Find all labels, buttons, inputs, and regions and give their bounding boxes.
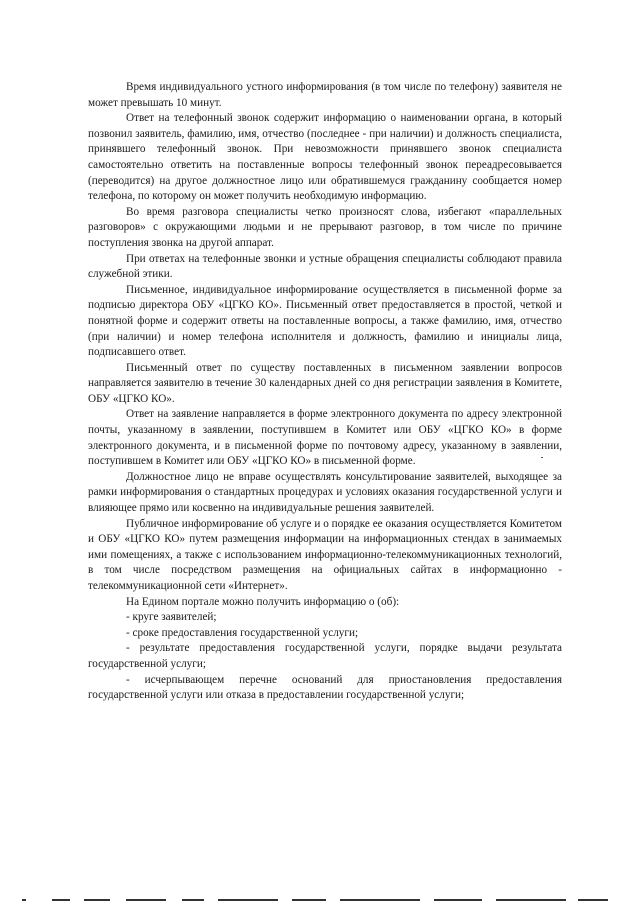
paragraph-portal-info: На Едином портале можно получить информацию о (об): — [126, 595, 400, 608]
paragraph-public-info: Публичное информирование об услуге и о порядке ее оказания осуществляется Комитетом и ОБУ «ЦГКО КО» путем размещения информации на информационных стендах в занимаемых ими помещениях, а также с использованием информационно-телекоммуникационных технологий, в том числе посредством размещения на официальных сайтах в информационно - телекоммуникационной сети «Интернет». — [88, 517, 562, 592]
scan-speck — [541, 457, 543, 458]
paragraph-written-info: Письменное, индивидуальное информирование осуществляется в письменной форме за подписью директора ОБУ «ЦГКО КО». Письменный ответ предоставляется в простой, четкой и понятной форме и содержит ответы на поставленные вопросы, а также фамилию, имя, отчество (при наличии) и номер телефона исполнителя и должность, фамилию и инициалы лица, подписавшего ответ. — [88, 283, 562, 359]
paragraph-phone-answer: Ответ на телефонный звонок содержит информацию о наименовании органа, в который позвонил заявитель, фамилию, имя, отчество (последнее - при наличии) и должность специалиста, принявшего телефонный звонок. При невозможности принявшего звонок специалиста самостоятельно ответить на поставленные вопросы телефонный звонок переадресовывается (переводится) на другое должностное лицо или обратившемуся гражданину сообщается номер телефона, по которому он может получить необходимую информацию. — [88, 112, 562, 203]
paragraph-conversation-rules: Во время разговора специалисты четко произносят слова, избегают «параллельных разговоров» с окружающими людьми и не прерывают разговор, в том числе по причине поступления звонка на другой аппарат. — [88, 205, 562, 249]
list-item-term: - сроке предоставления государственной услуги; — [126, 626, 359, 639]
scan-edge-artifact — [22, 899, 622, 902]
paragraph-service-ethics: При ответах на телефонные звонки и устные обращения специалисты соблюдают правила служебной этики. — [88, 252, 562, 281]
document-body — [88, 80, 562, 704]
list-item-result: - результате предоставления государственной услуги, порядке выдачи результата государственной услуги; — [88, 642, 562, 670]
paragraph-oral-info-time: Время индивидуального устного информирования (в том числе по телефону) заявителя не может превышать 10 минут. — [88, 81, 562, 109]
list-item-grounds: - исчерпывающем перечне оснований для приостановления предоставления государственной услуги или отказа в предоставлении государственной услуги; — [88, 673, 562, 702]
paragraph-written-reply-term: Письменный ответ по существу поставленных в письменном заявлении вопросов направляется заявителю в течение 30 календарных дней со дня регистрации заявления в Комитете, ОБУ «ЦГКО КО». — [88, 361, 562, 405]
list-item-applicants: - круге заявителей; — [126, 611, 217, 624]
paragraph-reply-delivery: Ответ на заявление направляется в форме электронного документа по адресу электронной почты, указанному в заявлении, поступившем в Комитет или ОБУ «ЦГКО КО» в форме электронного документа, и в письменной форме по почтовому адресу, указанному в заявлении, поступившем в Комитет или ОБУ «ЦГКО КО» в письменной форме. — [88, 408, 562, 468]
paragraph-consulting-limits: Должностное лицо не вправе осуществлять консультирование заявителей, выходящее за рамки информирования о стандартных процедурах и условиях оказания государственной услуги и влияющее прямо или косвенно на индивидуальные решения заявителей. — [88, 470, 562, 515]
